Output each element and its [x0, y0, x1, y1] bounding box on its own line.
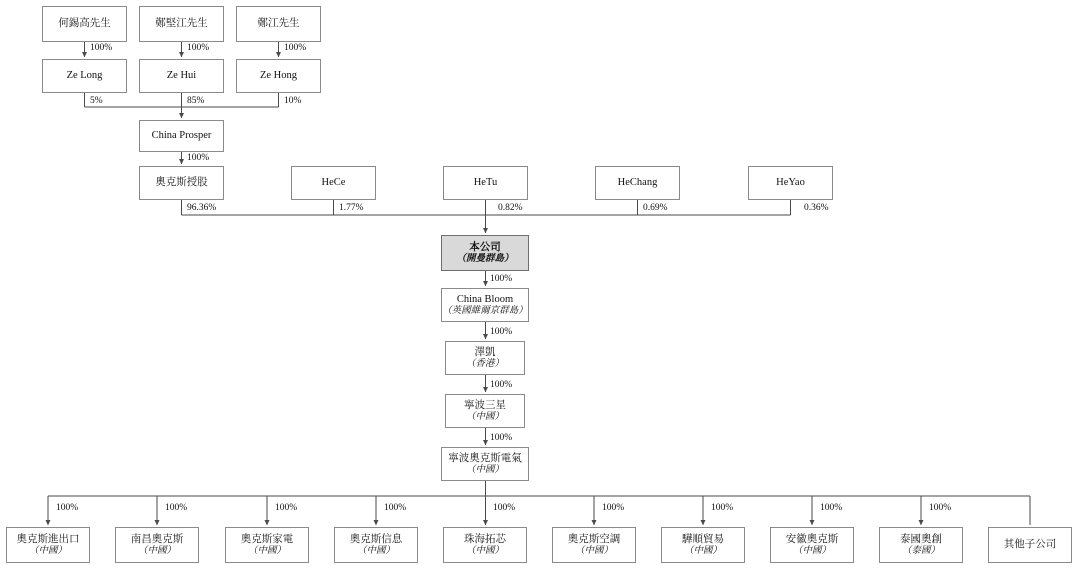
entity-name: China Prosper: [151, 129, 212, 141]
ownership-percentage-label: 100%: [929, 503, 952, 513]
entity-box-china_prosper: [139, 120, 224, 152]
entity-box-china_bloom: [441, 288, 529, 322]
entity-jurisdiction: （香港）: [465, 358, 504, 369]
entity-name: HeCe: [321, 176, 346, 188]
entity-box-zekai: [445, 341, 525, 375]
ownership-percentage-label: 100%: [275, 503, 298, 513]
ownership-percentage-label: 100%: [165, 503, 188, 513]
ownership-percentage-label: 100%: [490, 433, 513, 443]
entity-name: 泰國奧創: [900, 533, 942, 545]
entity-jurisdiction: （中國）: [792, 545, 831, 556]
entity-name: 寧波三星: [464, 399, 506, 411]
ownership-percentage-label: 100%: [490, 380, 513, 390]
entity-box-hetu: [443, 166, 528, 200]
ownership-percentage-label: 85%: [187, 96, 205, 106]
entity-jurisdiction: （中國）: [28, 545, 67, 556]
entity-box-sub9: [879, 527, 963, 563]
entity-name: China Bloom: [456, 293, 514, 305]
entity-box-sub10: [988, 527, 1072, 563]
entity-box-sub1: [6, 527, 90, 563]
entity-box-ze_hong: [236, 59, 321, 93]
entity-box-sub3: [225, 527, 309, 563]
ownership-percentage-label: 100%: [384, 503, 407, 513]
entity-name: 奧克斯信息: [349, 533, 403, 545]
entity-box-heyao: [748, 166, 833, 200]
entity-box-sub2: [115, 527, 199, 563]
entity-name: HeChang: [617, 176, 658, 188]
ownership-percentage-label: 0.82%: [498, 203, 523, 213]
entity-box-ningbo_aokesi_dianqi: [441, 447, 529, 481]
entity-name: 安徽奧克斯: [785, 533, 839, 545]
entity-box-hece: [291, 166, 376, 200]
entity-box-zheng_jian_jiang: [139, 6, 224, 42]
entity-box-ningbo_sanxing: [445, 394, 525, 428]
entity-box-zheng_jiang: [236, 6, 321, 42]
entity-jurisdiction: （中國）: [247, 545, 286, 556]
entity-name: 本公司: [469, 241, 501, 253]
entity-box-sub6: [552, 527, 636, 563]
entity-jurisdiction: （中國）: [683, 545, 722, 556]
entity-name: Ze Long: [66, 69, 103, 81]
entity-box-company: [441, 235, 529, 271]
entity-jurisdiction: （中國）: [137, 545, 176, 556]
ownership-percentage-label: 100%: [187, 43, 210, 53]
ownership-percentage-label: 100%: [711, 503, 734, 513]
entity-name: 奧克斯家電: [240, 533, 294, 545]
entity-box-ze_hui: [139, 59, 224, 93]
entity-jurisdiction: （中國）: [465, 464, 504, 475]
entity-name: 澤凱: [474, 346, 496, 358]
entity-name: Ze Hong: [259, 69, 298, 81]
ownership-percentage-label: 100%: [90, 43, 113, 53]
entity-name: 南昌奧克斯: [130, 533, 184, 545]
entity-box-sub7: [661, 527, 745, 563]
entity-box-sub5: [443, 527, 527, 563]
ownership-percentage-label: 100%: [187, 153, 210, 163]
ownership-percentage-label: 5%: [90, 96, 103, 106]
entity-name: 奧克斯授股: [155, 176, 208, 188]
entity-name: 鄭堅江先生: [155, 17, 208, 29]
entity-name: 奧克斯空調: [567, 533, 621, 545]
entity-name: 珠海拓芯: [464, 533, 506, 545]
ownership-percentage-label: 100%: [602, 503, 625, 513]
ownership-percentage-label: 100%: [284, 43, 307, 53]
entity-box-aokesi_holding: [139, 166, 224, 200]
entity-jurisdiction: （泰國）: [901, 545, 940, 556]
entity-name: 鄭江先生: [257, 17, 300, 29]
entity-box-he_xi_gao: [42, 6, 127, 42]
ownership-percentage-label: 100%: [490, 327, 513, 337]
entity-name: HeTu: [473, 176, 498, 188]
ownership-percentage-label: 100%: [56, 503, 79, 513]
entity-jurisdiction: （中國）: [356, 545, 395, 556]
ownership-percentage-label: 0.69%: [643, 203, 668, 213]
entity-jurisdiction: （中國）: [574, 545, 613, 556]
entity-jurisdiction: （英國維爾京群島）: [442, 305, 528, 316]
ownership-percentage-label: 96.36%: [187, 203, 217, 213]
entity-jurisdiction: （中國）: [465, 545, 504, 556]
ownership-percentage-label: 100%: [490, 274, 513, 284]
entity-jurisdiction: （中國）: [465, 411, 504, 422]
entity-name: HeYao: [776, 176, 805, 188]
entity-jurisdiction: （開曼群島）: [456, 253, 514, 264]
entity-name: 其他子公司: [1003, 538, 1057, 550]
entity-box-sub8: [770, 527, 854, 563]
ownership-percentage-label: 1.77%: [339, 203, 364, 213]
entity-name: Ze Hui: [166, 69, 197, 81]
ownership-percentage-label: 100%: [493, 503, 516, 513]
entity-name: 驊順貿易: [682, 533, 724, 545]
ownership-percentage-label: 10%: [284, 96, 302, 106]
entity-name: 何錫高先生: [58, 17, 111, 29]
ownership-percentage-label: 100%: [820, 503, 843, 513]
entity-name: 奧克斯進出口: [16, 533, 80, 545]
entity-box-sub4: [334, 527, 418, 563]
entity-box-hechang: [595, 166, 680, 200]
entity-name: 寧波奧克斯電氣: [448, 452, 522, 464]
entity-box-ze_long: [42, 59, 127, 93]
ownership-percentage-label: 0.36%: [804, 203, 829, 213]
